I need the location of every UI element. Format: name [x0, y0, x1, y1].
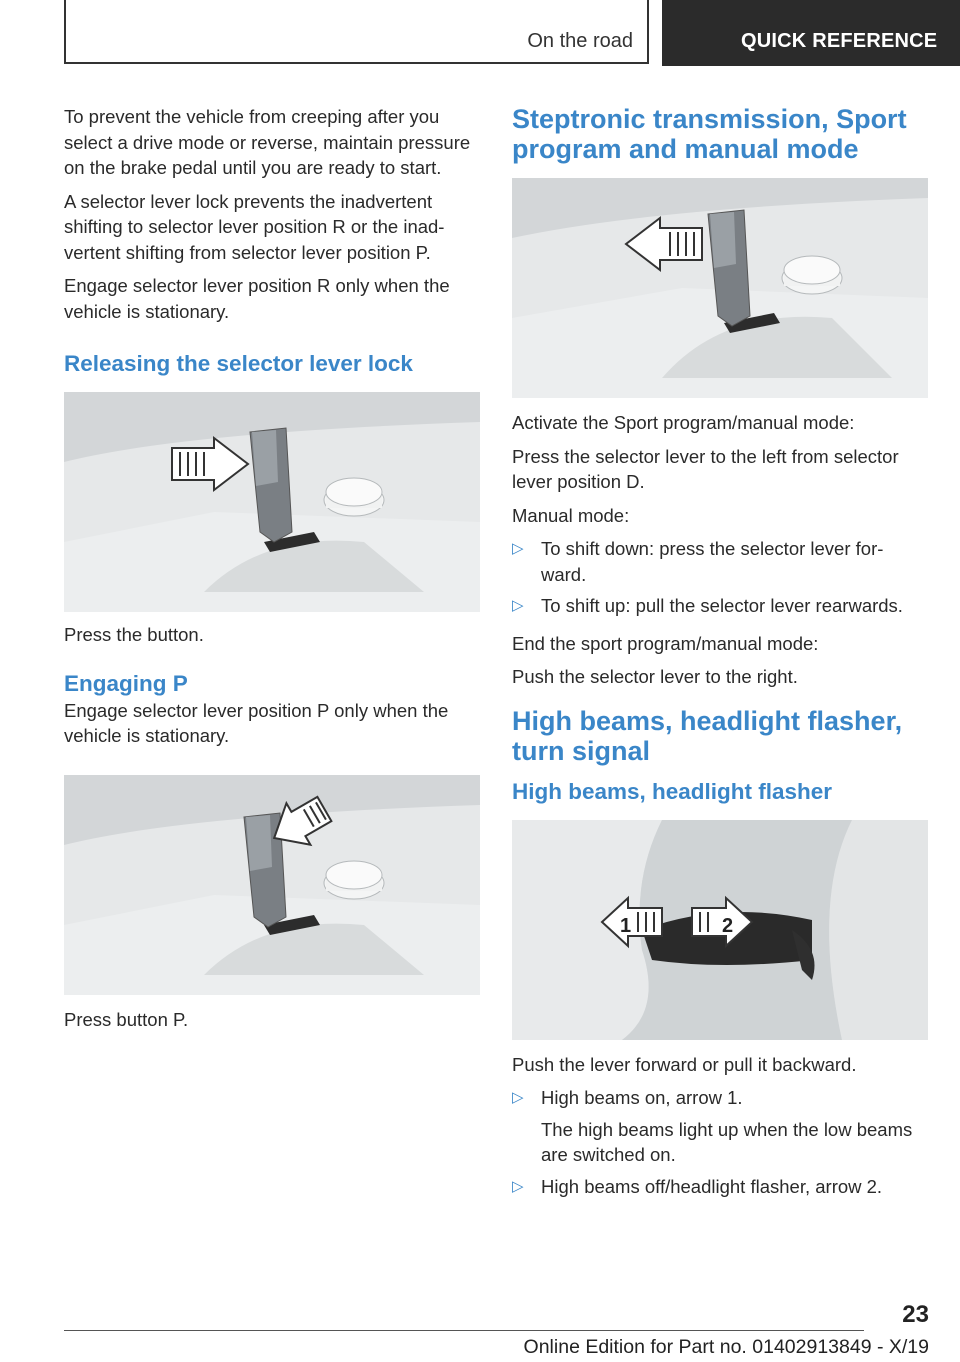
- heading-steptronic: Steptronic transmission, Sport program and manual mode: [512, 104, 907, 164]
- paragraph-press-button: Press the button.: [64, 624, 204, 645]
- right-column: [512, 104, 928, 1207]
- paragraph-push-right: Push the selector lever to the right.: [512, 666, 798, 687]
- figure-steptronic: [512, 178, 928, 398]
- header-section-title: On the road: [527, 30, 633, 52]
- arrow-2-label: 2: [722, 914, 734, 937]
- paragraph-manual-mode: Manual mode:: [512, 504, 630, 526]
- triangle-right-icon: ▷: [512, 597, 524, 614]
- header-frame: [64, 0, 649, 64]
- paragraph-lever-lock: A selector lever lock prevents the inadvertent shifting to selector lever position R or the inad-vertent shifting from selector lever position P.: [64, 190, 445, 263]
- paragraph-activate-sport: Activate the Sport program/manual mode:: [512, 412, 855, 433]
- footer-divider: [64, 1330, 864, 1331]
- list-item: ▷ High beams off/headlight flasher, arrow 2.: [512, 1174, 928, 1200]
- left-column: [64, 104, 480, 1040]
- quick-reference-tab[interactable]: [662, 0, 960, 66]
- figure-high-beams: [512, 820, 928, 1040]
- quick-reference-label: QUICK REFERENCE: [741, 30, 938, 52]
- paragraph-press-button-p: Press button P.: [64, 1008, 189, 1030]
- paragraph-end-sport: End the sport program/manual mode:: [512, 632, 819, 654]
- heading-high-beams-flasher: High beams, headlight flasher: [512, 778, 833, 804]
- heading-engaging-p: Engaging P: [64, 670, 188, 696]
- paragraph-engage-r: Engage selector lever position R only when the vehicle is stationary.: [64, 275, 450, 322]
- triangle-right-icon: ▷: [512, 540, 524, 557]
- paragraph-creeping: To prevent the vehicle from creeping after you select a drive mode or reverse, maintain pressure on the brake pedal until you are ready to start.: [64, 106, 471, 178]
- list-item: ▷ To shift down: press the selector lever for-ward.: [512, 538, 884, 585]
- list-manual-mode: [512, 536, 928, 619]
- heading-high-beams: High beams, headlight flasher, turn signal: [512, 705, 903, 766]
- list-high-beams: [512, 1085, 928, 1199]
- paragraph-push-lever: Push the lever forward or pull it backward.: [512, 1053, 857, 1075]
- list-item: ▷ High beams on, arrow 1. The high beams light up when the low beams are switched on.: [512, 1087, 913, 1165]
- figure-engage-p: [64, 775, 480, 995]
- triangle-right-icon: ▷: [512, 1177, 524, 1195]
- page-number: 23: [902, 1301, 929, 1328]
- paragraph-engage-p: Engage selector lever position P only when the vehicle is stationary.: [64, 699, 449, 746]
- list-item: ▷ To shift up: pull the selector lever rearwards.: [512, 593, 928, 619]
- arrow-1-label: 1: [620, 914, 632, 937]
- paragraph-press-left: Press the selector lever to the left from selector lever position D.: [512, 445, 899, 492]
- footer-edition: Online Edition for Part no. 01402913849 - X/19: [523, 1336, 929, 1358]
- triangle-right-icon: ▷: [512, 1089, 524, 1106]
- heading-releasing-lock: Releasing the selector lever lock: [64, 351, 413, 376]
- figure-release-lock: [64, 392, 480, 612]
